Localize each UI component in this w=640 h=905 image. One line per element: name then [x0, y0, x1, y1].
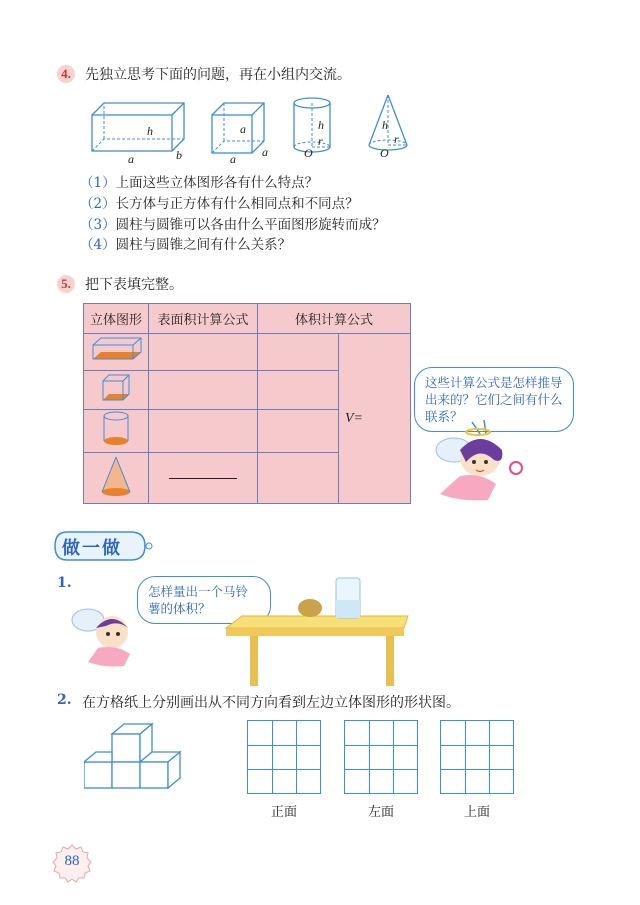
label-o: O [380, 146, 389, 160]
label-h: h [147, 124, 153, 138]
section-title: 做一做 [62, 538, 122, 559]
surface-area-input[interactable] [149, 371, 258, 410]
front-view-grid[interactable] [247, 720, 321, 794]
label-a: a [128, 152, 134, 165]
question-text: 先独立思考下面的问题，再在小组内交流。 [85, 67, 351, 83]
label-b: b [176, 148, 182, 162]
cube-figure [99, 372, 133, 404]
left-view-grid[interactable] [344, 720, 418, 794]
label-r: r [318, 134, 323, 148]
formula-question-bubble: 这些计算公式是怎样推导出来的？它们之间有什么联系？ [414, 367, 574, 432]
header-surface-area: 表面积计算公式 [149, 304, 258, 334]
volume-formula: V= [345, 410, 363, 426]
label-a: a [262, 145, 268, 159]
cube-cell [84, 371, 149, 410]
sub-question: （3）圆柱与圆锥可以各由什么平面图形旋转而成？ [80, 217, 386, 233]
cylinder-figure [99, 411, 133, 447]
answer-blank-line [169, 478, 237, 479]
top-view-label: 上面 [464, 805, 491, 820]
label-h: h [382, 118, 388, 132]
label-h: h [318, 118, 324, 132]
cuboid-cell [84, 334, 149, 371]
shared-volume-cell [339, 334, 411, 504]
label-a: a [230, 152, 236, 165]
sub-question: （1）上面这些立体图形各有什么特点？ [80, 175, 319, 191]
formula-table [83, 303, 411, 504]
exercise-text: 在方格纸上分别画出从不同方向看到左边立体图形的形状图。 [82, 695, 460, 711]
exercise-number: 2. [57, 692, 72, 708]
cone-figure [96, 454, 136, 498]
cuboid-figure [89, 335, 143, 365]
cupid-illustration [68, 600, 148, 670]
front-view-label: 正面 [271, 805, 298, 820]
question-text: 把下表填完整。 [85, 277, 183, 293]
top-view-grid[interactable] [440, 720, 514, 794]
exercise-number: 1. [57, 575, 72, 591]
cone-surface-area-cell [149, 453, 258, 504]
sub-question: （2）长方体与正方体有什么相同点和不同点？ [80, 196, 359, 212]
cube-stack-figure [84, 722, 188, 792]
header-volume: 体积计算公式 [258, 304, 411, 334]
label-o: O [304, 146, 313, 160]
volume-input[interactable] [258, 371, 339, 410]
volume-input[interactable] [258, 453, 339, 504]
surface-area-input[interactable] [149, 334, 258, 371]
potato-question-bubble: 怎样量出一个马铃薯的体积？ [137, 576, 271, 624]
label-a: a [240, 122, 246, 136]
header-solid: 立体图形 [84, 304, 149, 334]
table-scene [222, 570, 422, 690]
left-view-label: 左面 [368, 805, 395, 820]
question-number: 5. [57, 275, 75, 293]
volume-input[interactable] [258, 334, 339, 371]
surface-area-input[interactable] [149, 410, 258, 453]
label-r: r [394, 132, 399, 146]
cone-cell [84, 453, 149, 504]
question-number: 4. [57, 65, 75, 83]
page-number: 88 [64, 853, 80, 869]
sub-question: （4）圆柱与圆锥之间有什么关系？ [80, 237, 292, 253]
solid-figures [80, 93, 420, 165]
volume-input[interactable] [258, 410, 339, 453]
cylinder-cell [84, 410, 149, 453]
angel-illustration [420, 420, 530, 510]
